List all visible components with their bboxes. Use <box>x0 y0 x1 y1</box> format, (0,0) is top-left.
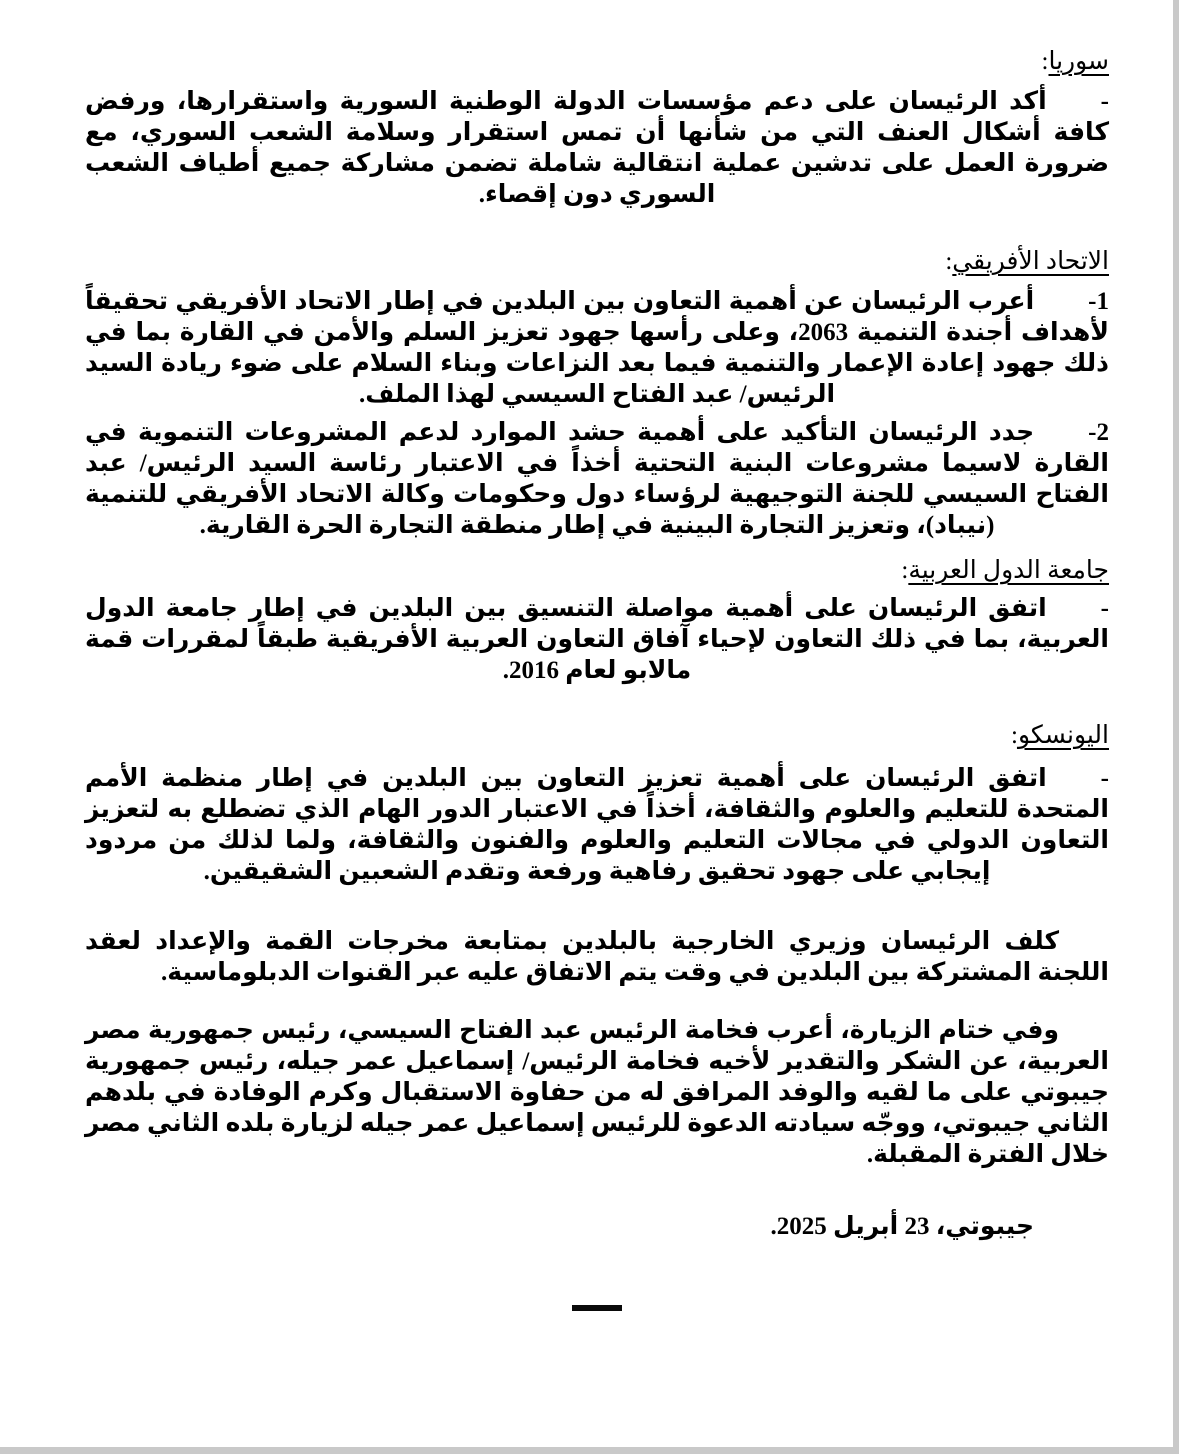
date-line: جيبوتي، 23 أبريل 2025. <box>770 1213 1034 1240</box>
section-heading-arab-league-text: جامعة الدول العربية <box>908 557 1109 584</box>
section-heading-african-union <box>85 246 1109 277</box>
list-item-text: أعرب الرئيسان عن أهمية التعاون بين البلدين في إطار الاتحاد الأفريقي تحقيقاً لأهداف أجندة التنمية 2063، وعلى رأسها جهود تعزيز السلم والأمن في القارة بما في ذلك جهود إعادة الإعمار والتنمية فيما بعد النزاعات وبناء السلام على ضوء ريادة السيد الرئيس/ عبد الفتاح السيسي لهذا الملف. <box>85 288 1109 408</box>
list-item-text: جدد الرئيسان التأكيد على أهمية حشد الموارد لدعم المشروعات التنموية في القارة لاسيما مشروعات البنية التحتية أخذاً في الاعتبار رئاسة السيد الرئيس/ عبد الفتاح السيسي للجنة التوجيهية لرؤساء دول وحكومات وكالة الاتحاد الأفريقي للتنمية (نيباد)، وتعزيز التجارة البينية في إطار منطقة التجارة الحرة القارية. <box>85 419 1109 539</box>
list-item-text: أكد الرئيسان على دعم مؤسسات الدولة الوطنية السورية واستقرارها، ورفض كافة أشكال العنف التي من شأنها أن تمس استقرار وسلامة الشعب السوري، مع ضرورة العمل على تدشين عملية انتقالية شاملة تضمن مشاركة جميع أطياف الشعب السوري دون إقصاء. <box>85 88 1109 208</box>
section-heading-syria-text: سوريا <box>1048 48 1109 75</box>
section-heading-unesco-text: اليونسكو <box>1017 722 1109 749</box>
closing-paragraph-farewell: وفي ختام الزيارة، أعرب فخامة الرئيس عبد الفتاح السيسي، رئيس جمهورية مصر العربية، عن الشكر والتقدير لأخيه فخامة الرئيس/ إسماعيل عمر جيله، رئيس جمهورية جيبوتي على ما لقيه والوفد المرافق له من حفاوة الاستقبال وكرم الوفادة في بلدهم الثاني جيبوتي، ووجّه سيادته الدعوة للرئيس إسماعيل عمر جيله لزيارة بلده الثاني مصر خلال الفترة المقبلة. <box>85 1017 1109 1168</box>
list-item <box>85 86 1109 210</box>
scan-edge-bottom <box>0 1447 1179 1454</box>
list-marker: - <box>1100 88 1109 115</box>
list-item <box>85 417 1109 541</box>
scan-edge-right <box>1173 0 1179 1454</box>
end-dash-separator <box>572 1305 622 1311</box>
list-marker: 1- <box>1088 288 1109 315</box>
list-item <box>85 763 1109 887</box>
section-heading-syria-colon: : <box>1041 48 1049 75</box>
section-heading-arab-league-colon: : <box>901 557 909 584</box>
section-heading-unesco <box>85 720 1109 751</box>
section-heading-syria <box>85 46 1109 77</box>
closing-paragraph-committee: كلف الرئيسان وزيري الخارجية بالبلدين بمتابعة مخرجات القمة والإعداد لعقد اللجنة المشتركة بين البلدين في وقت يتم الاتفاق عليه عبر القنوات الدبلوماسية. <box>85 928 1109 986</box>
section-heading-african-union-colon: : <box>945 248 953 275</box>
section-heading-arab-league <box>85 555 1109 586</box>
list-item <box>85 593 1109 686</box>
section-heading-african-union-text: الاتحاد الأفريقي <box>952 248 1109 275</box>
list-item-text: اتفق الرئيسان على أهمية تعزيز التعاون بين البلدين في إطار منظمة الأمم المتحدة للتعليم والعلوم والثقافة، أخذاً في الاعتبار الدور الهام الذي تضطلع به لتعزيز التعاون الدولي في مجالات التعليم والعلوم والفنون والثقافة، ولما لذلك من مردود إيجابي على جهود تحقيق رفاهية ورفعة وتقدم الشعبين الشقيقين. <box>85 765 1109 885</box>
list-item-text: اتفق الرئيسان على أهمية مواصلة التنسيق بين البلدين في إطار جامعة الدول العربية، بما في ذلك التعاون لإحياء آفاق التعاون العربية الأفريقية طبقاً لمقررات قمة مالابو لعام 2016. <box>85 595 1109 684</box>
list-marker: - <box>1100 765 1109 792</box>
list-marker: 2- <box>1088 419 1109 446</box>
section-heading-unesco-colon: : <box>1011 722 1018 749</box>
list-item <box>85 286 1109 410</box>
list-marker: - <box>1100 595 1109 622</box>
